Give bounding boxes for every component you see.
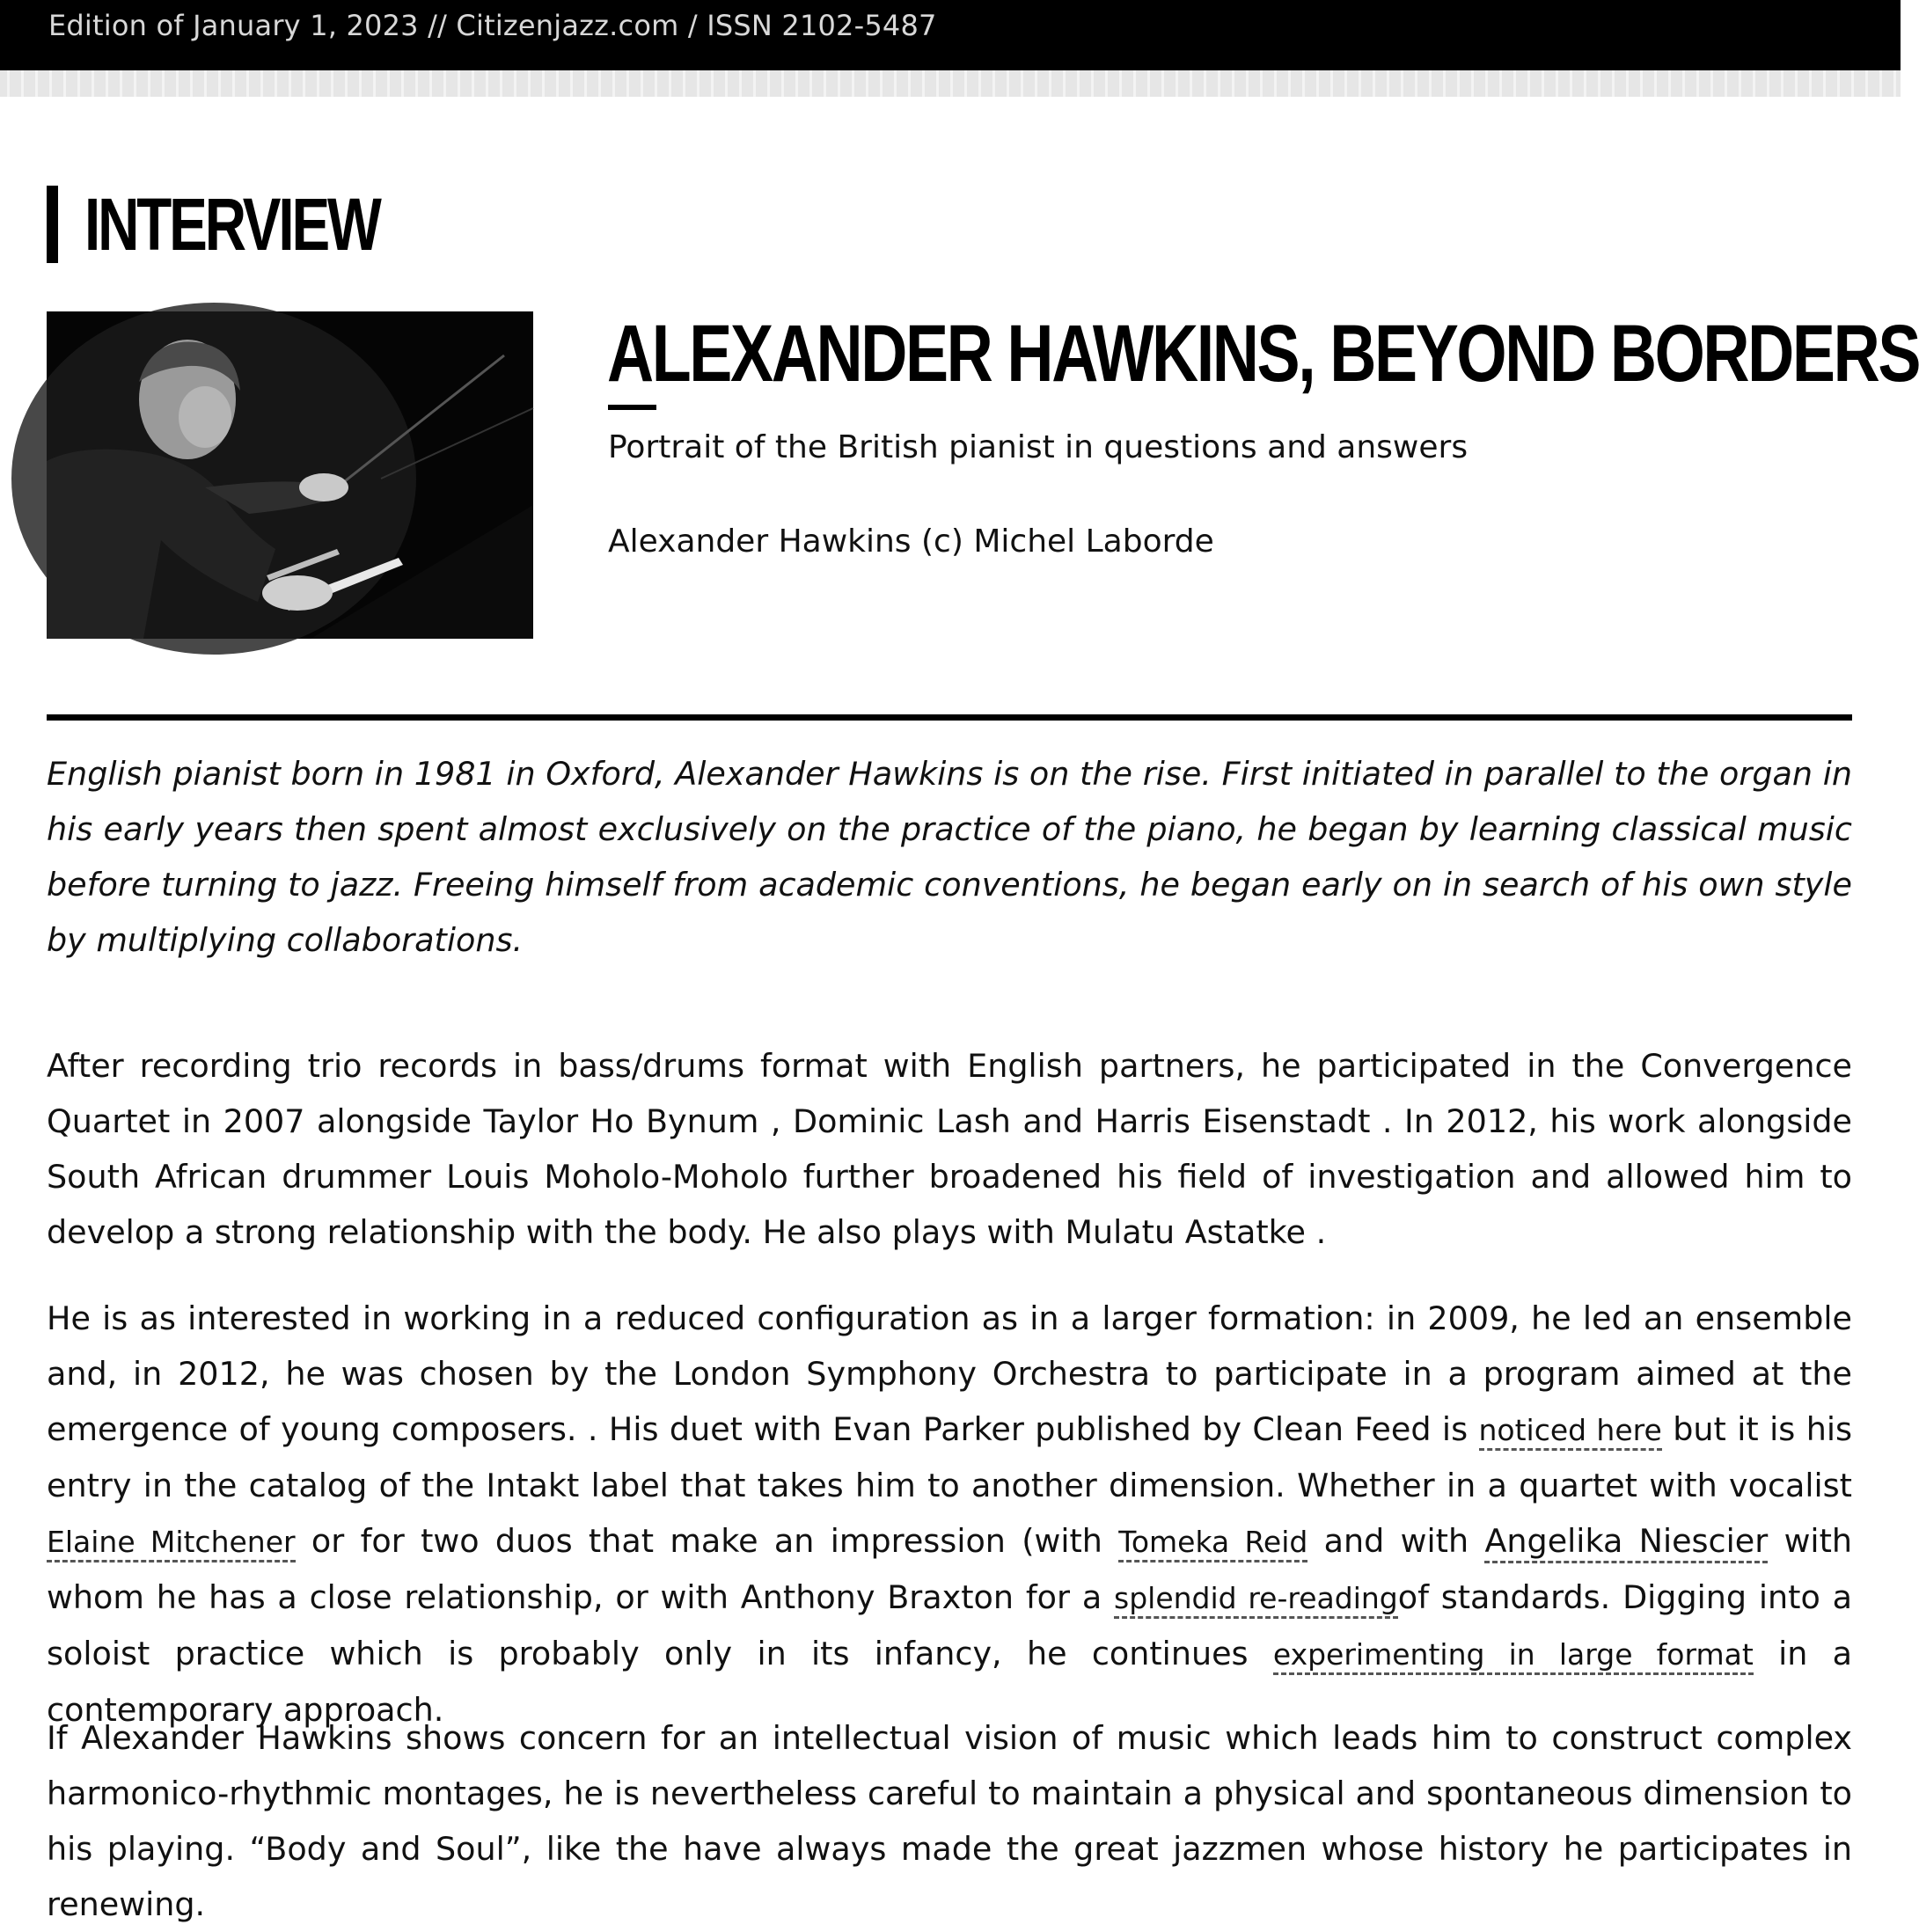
article-title: ALEXANDER HAWKINS, BEYOND BORDERS: [607, 309, 1919, 399]
article-lead: English pianist born in 1981 in Oxford, Alexander Hawkins is on the rise. First initiated in parallel to the organ in his early years then spent almost exclusively on the practice of the piano, he began by learning classical music before turning to jazz. Freeing himself from academic conventions, he began early on in search of his own style by multiplying collaborations.: [47, 755, 1852, 959]
article-photo: [47, 311, 533, 639]
section-label: [47, 182, 462, 266]
p2-text-1: He is as interested in working in a reduced configuration as in a larger formation: in 2009, he led an ensemble and, in 2012, he was chosen by the London Symphony Orchestra to participate in a program aimed at the emergence of young composers. . His duet with Evan Parker published by Clean Feed is: [47, 1299, 1852, 1448]
link-splendid-re-reading[interactable]: splendid re-reading: [1114, 1581, 1398, 1619]
photo-credit: Alexander Hawkins (c) Michel Laborde: [608, 523, 1214, 560]
body-paragraph-2: [47, 1291, 1852, 1738]
p2-text-2: but it is his entry in the catalog of the Intakt label that takes him to another dimension. Whether in a quartet with vocalist: [47, 1410, 1852, 1504]
p2-text-5: with whom he has a close relationship, or with Anthony Braxton for a: [47, 1522, 1853, 1616]
edition-text: Edition of January 1, 2023 // Citizenjazz.com / ISSN 2102-5487: [48, 9, 937, 42]
p2-text-4: and with: [1307, 1522, 1485, 1560]
link-noticed-here[interactable]: noticed here: [1479, 1413, 1662, 1451]
body-paragraph-1: After recording trio records in bass/drums format with English partners, he participated in the Convergence Quartet in 2007 alongside Taylor Ho Bynum , Dominic Lash and Harris Eisenstadt . In 2012, his work alongside South African drummer Louis Moholo-Moholo further broadened his field of investigation and allowed him to develop a strong relationship with the body. He also plays with Mulatu Astatke .: [47, 1047, 1852, 1251]
p2-text-6: of standards. Digging into a soloist practice which is probably only in its infancy, he continues: [47, 1578, 1853, 1672]
p2-text-7: in a contemporary approach.: [47, 1635, 1852, 1729]
article-subtitle: Portrait of the British pianist in questions and answers: [608, 429, 1469, 465]
section-accent-bar: [47, 186, 58, 263]
pianist-photo-illustration: [47, 311, 533, 639]
link-elaine-mitchener[interactable]: Elaine Mitchener: [47, 1525, 296, 1562]
link-tomeka-reid[interactable]: Tomeka Reid: [1118, 1525, 1307, 1562]
body-paragraph-3: If Alexander Hawkins shows concern for an intellectual vision of music which leads him to construct complex harmonico-rhythmic montages, he is nevertheless careful to maintain a physical and spontaneous dimension to his playing. “Body and Soul”, like the have always made the great jazzmen whose history he participates in renewing.: [47, 1719, 1852, 1923]
decorative-strip: [0, 70, 1901, 97]
edition-bar: [0, 0, 1901, 70]
p2-text-3: or for two duos that make an impression (with: [295, 1522, 1119, 1560]
link-experimenting-large-format[interactable]: experimenting in large format: [1273, 1637, 1754, 1675]
section-title: INTERVIEW: [84, 182, 379, 266]
header-divider: [47, 714, 1852, 721]
link-angelika-niescier[interactable]: Angelika Niescier: [1484, 1522, 1768, 1563]
title-underline: [608, 405, 656, 410]
